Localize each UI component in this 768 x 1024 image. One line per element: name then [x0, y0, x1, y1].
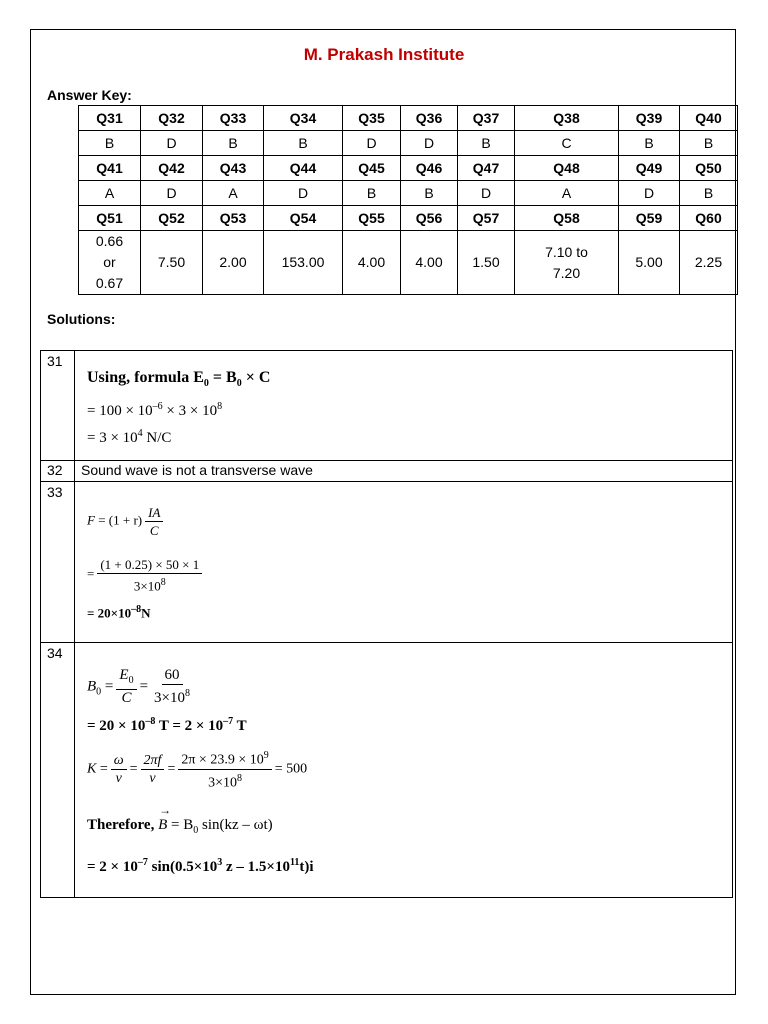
solution-body — [75, 351, 732, 460]
equation-line: K = $\frac{\omega}{v}$ = $\frac{2\pi f}{v}$ = $\frac{2\pi \times 23.9 \times 10^9}{3\times 10^8}$ = 500 — [87, 747, 307, 791]
question-number-cell: Q32 — [141, 106, 203, 131]
answer-cell: A — [203, 181, 264, 206]
solution-body — [75, 643, 732, 897]
equation-line: = $100 \times 10^{-6} \times 3 \times 10^8$ — [87, 401, 223, 419]
answer-cell: B — [79, 131, 141, 156]
answer-cell: D — [401, 131, 458, 156]
question-number-cell: Q46 — [401, 156, 458, 181]
answer-cell: C — [515, 131, 619, 156]
solution-number: 32 — [41, 461, 75, 481]
question-number-cell: Q39 — [619, 106, 680, 131]
solutions-label: Solutions: — [47, 311, 116, 327]
question-number-row — [79, 206, 738, 231]
equation-line: F = (1 + r) $\frac{IA}{C}$ — [87, 504, 166, 539]
question-number-cell: Q38 — [515, 106, 619, 131]
question-number-cell: Q34 — [264, 106, 343, 131]
answer-cell: A — [515, 181, 619, 206]
question-number-cell: Q47 — [458, 156, 515, 181]
answer-cell: 7.10 to 7.20 — [515, 231, 619, 295]
equation-line: Using, formula $E_0 = B_0 \times C$ — [87, 369, 271, 390]
solution-32 — [40, 460, 733, 482]
answer-key-label: Answer Key: — [47, 87, 132, 103]
question-number-cell: Q51 — [79, 206, 141, 231]
answer-cell: B — [680, 131, 738, 156]
solution-34 — [40, 642, 733, 898]
equation-line: = $20 \times 10^{-8}$ $T = 2 \times 10^{-7}$ T — [87, 716, 247, 734]
answer-cell: B — [680, 181, 738, 206]
solution-body — [75, 461, 732, 481]
solution-33 — [40, 481, 733, 643]
solution-text: Sound wave is not a transverse wave — [81, 462, 313, 478]
question-number-cell: Q58 — [515, 206, 619, 231]
vector-arrow-icon: → B — [158, 803, 172, 833]
answer-cell: B — [264, 131, 343, 156]
question-number-cell: Q36 — [401, 106, 458, 131]
equation-line: = $3 \times 10^4$ N/C — [87, 428, 172, 446]
question-number-cell: Q37 — [458, 106, 515, 131]
question-number-cell: Q42 — [141, 156, 203, 181]
question-number-cell: Q55 — [343, 206, 401, 231]
question-number-cell: Q60 — [680, 206, 738, 231]
answer-cell: 1.50 — [458, 231, 515, 295]
question-number-cell: Q54 — [264, 206, 343, 231]
question-number-cell: Q48 — [515, 156, 619, 181]
question-number-cell: Q50 — [680, 156, 738, 181]
question-number-cell: Q49 — [619, 156, 680, 181]
question-number-cell: Q33 — [203, 106, 264, 131]
answer-row — [79, 231, 738, 295]
equation-line: = $20\times 10^{-8}N$ — [87, 604, 151, 621]
answer-cell: 2.00 — [203, 231, 264, 295]
question-number-row — [79, 156, 738, 181]
question-number-cell: Q45 — [343, 156, 401, 181]
question-number-cell: Q53 — [203, 206, 264, 231]
answer-cell: 2.25 — [680, 231, 738, 295]
question-number-cell: Q43 — [203, 156, 264, 181]
question-number-cell: Q44 — [264, 156, 343, 181]
answer-cell: D — [264, 181, 343, 206]
question-number-cell: Q57 — [458, 206, 515, 231]
solution-number: 31 — [41, 351, 75, 460]
question-number-cell: Q31 — [79, 106, 141, 131]
answer-cell: D — [619, 181, 680, 206]
question-number-cell: Q40 — [680, 106, 738, 131]
answer-cell: D — [458, 181, 515, 206]
answer-cell: A — [79, 181, 141, 206]
equation-line: = $2 \times 10^{-7}$ $\sin(0.5\times 10^3$ $z - 1.5\times 10^{11}t)i$ — [87, 857, 314, 875]
answer-row — [79, 181, 738, 206]
question-number-cell: Q35 — [343, 106, 401, 131]
solution-number: 33 — [41, 482, 75, 642]
answer-cell: B — [401, 181, 458, 206]
question-number-cell: Q56 — [401, 206, 458, 231]
question-number-cell: Q52 — [141, 206, 203, 231]
answer-cell: 4.00 — [401, 231, 458, 295]
question-number-row — [79, 106, 738, 131]
equation-line: Therefore, → $B = B_0$ sin(kz – ωt) — [87, 803, 273, 836]
answer-cell: B — [203, 131, 264, 156]
question-number-cell: Q59 — [619, 206, 680, 231]
answer-cell: B — [619, 131, 680, 156]
equation-line: $B_0$ = $\frac{E_0}{C}$ = $\frac{60}{3\times 10^8}$ — [87, 667, 190, 706]
answer-key-table — [78, 105, 738, 295]
answer-cell: 153.00 — [264, 231, 343, 295]
answer-cell: D — [141, 181, 203, 206]
solution-31 — [40, 350, 733, 461]
question-number-cell: Q41 — [79, 156, 141, 181]
answer-cell: D — [343, 131, 401, 156]
answer-cell: B — [458, 131, 515, 156]
page-title: M. Prakash Institute — [303, 45, 465, 64]
answer-cell: 4.00 — [343, 231, 401, 295]
answer-cell: D — [141, 131, 203, 156]
equation-line: = $\frac{(1 + 0.25) \times 50 \times 1}{3\times 10^8}$ — [87, 556, 205, 594]
answer-row — [79, 131, 738, 156]
solution-body — [75, 482, 732, 642]
solution-number: 34 — [41, 643, 75, 897]
answer-cell: 0.66 or 0.67 — [79, 231, 141, 295]
answer-cell: B — [343, 181, 401, 206]
answer-cell: 5.00 — [619, 231, 680, 295]
answer-cell: 7.50 — [141, 231, 203, 295]
